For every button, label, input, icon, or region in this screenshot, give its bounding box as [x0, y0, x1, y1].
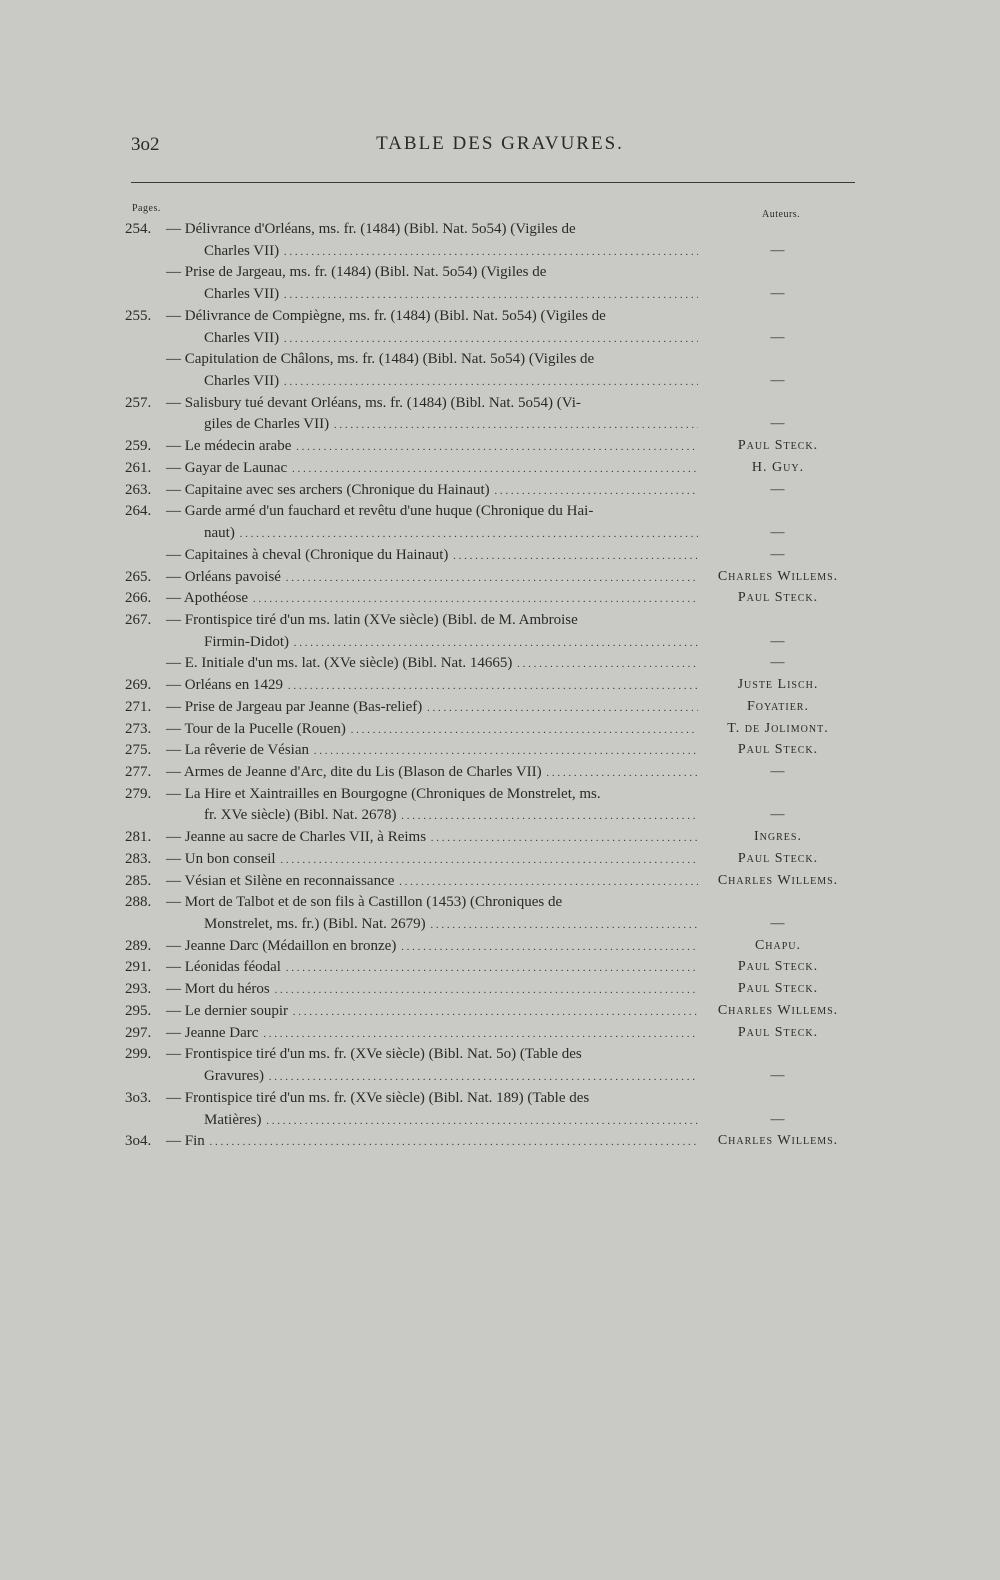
table-row	[0, 674, 1000, 696]
table-row	[0, 935, 1000, 957]
engraving-title: — Le dernier soupir	[166, 1002, 289, 1019]
engraving-title: naut)	[204, 525, 235, 542]
engraving-author: —	[770, 764, 786, 779]
engraving-title: — Capitaines à cheval (Chronique du Hainaut)	[166, 546, 449, 563]
table-row	[0, 1087, 1000, 1109]
engraving-author: —	[770, 807, 786, 823]
engraving-author: Charles Willems.	[717, 1002, 839, 1018]
engraving-author: —	[770, 481, 786, 497]
page-ref: 266.	[125, 590, 152, 607]
table-row	[0, 739, 1000, 761]
engraving-author: —	[770, 242, 786, 258]
table-row	[0, 544, 1000, 566]
engraving-author: —	[770, 655, 786, 671]
table-row	[0, 587, 1000, 609]
engraving-author: Paul Steck.	[737, 1024, 819, 1040]
page-ref: 261.	[125, 459, 152, 476]
table-row	[0, 392, 1000, 414]
engraving-title: Gravures)	[204, 1068, 264, 1085]
engraving-title: — Capitaine avec ses archers (Chronique du Hainaut)	[166, 481, 490, 498]
engraving-author: —	[770, 525, 786, 541]
page-ref: 264.	[125, 503, 152, 520]
engraving-author: Paul Steck.	[737, 742, 819, 758]
page-ref: 285.	[125, 872, 152, 889]
engraving-author: Juste Lisch.	[737, 677, 819, 693]
table-row	[0, 848, 1000, 870]
engraving-author: H. Guy.	[751, 459, 805, 475]
table-row	[0, 783, 1000, 805]
engraving-title: — Orléans pavoisé	[166, 568, 281, 585]
page-ref: 281.	[125, 829, 152, 846]
table-row	[0, 913, 1000, 935]
engraving-title: Charles VII)	[204, 242, 280, 259]
engraving-title: — Délivrance d'Orléans, ms. fr. (1484) (Bibl. Nat. 5o54) (Vigiles de	[166, 221, 576, 237]
table-row	[0, 631, 1000, 653]
page-ref: 293.	[125, 981, 152, 998]
engraving-title: — Capitulation de Châlons, ms. fr. (1484) (Bibl. Nat. 5o54) (Vigiles de	[166, 351, 595, 368]
engraving-author: —	[770, 546, 786, 562]
engraving-title: — Jeanne au sacre de Charles VII, à Reims	[166, 829, 427, 846]
engraving-author: —	[770, 373, 786, 389]
page-ref: 277.	[125, 764, 152, 780]
page-ref: 269.	[125, 677, 152, 694]
table-row	[0, 1130, 1000, 1152]
page-ref: 265.	[125, 568, 152, 585]
table-row	[0, 652, 1000, 674]
page-number: 3o2	[131, 134, 160, 155]
engraving-author: —	[770, 416, 786, 432]
table-row	[0, 1109, 1000, 1131]
engraving-title: — La rêverie de Vésian	[166, 742, 309, 759]
engraving-author: T. de Jolimont.	[727, 720, 829, 736]
page-ref: 263.	[125, 481, 152, 498]
page-ref: 3o4.	[125, 1133, 152, 1150]
page-ref: 288.	[125, 894, 152, 911]
engraving-title: — Jeanne Darc (Médaillon en bronze)	[166, 937, 397, 954]
engraving-title: Firmin-Didot)	[204, 633, 289, 650]
engraving-title: giles de Charles VII)	[204, 416, 330, 433]
header-rule	[131, 182, 855, 183]
engraving-author: —	[770, 1111, 786, 1127]
engraving-author: Foyatier.	[747, 698, 809, 714]
engraving-author: —	[770, 329, 786, 345]
table-row	[0, 435, 1000, 457]
engraving-title: Charles VII)	[204, 286, 280, 303]
page-ref: 271.	[125, 698, 152, 715]
page-ref: 273.	[125, 720, 152, 737]
engraving-title: fr. XVe siècle) (Bibl. Nat. 2678)	[204, 807, 397, 824]
table-row	[0, 500, 1000, 522]
engraving-author: Paul Steck.	[737, 438, 819, 454]
engraving-author: Charles Willems.	[717, 568, 839, 584]
page-ref: 291.	[125, 959, 152, 976]
table-row	[0, 891, 1000, 913]
engraving-author: —	[770, 916, 786, 932]
engraving-title: Charles VII)	[204, 329, 280, 346]
page-ref: 283.	[125, 850, 152, 867]
engraving-title: — Vésian et Silène en reconnaissance	[166, 872, 395, 889]
engraving-title: — Garde armé d'un fauchard et revêtu d'une huque (Chronique du Hai-	[166, 503, 594, 520]
engraving-title: — Fin	[166, 1133, 205, 1150]
table-row	[0, 283, 1000, 305]
running-title: TABLE DES GRAVURES.	[376, 133, 624, 154]
table-row	[0, 261, 1000, 283]
column-head-pages: Pages.	[132, 203, 161, 214]
engraving-title: Monstrelet, ms. fr.) (Bibl. Nat. 2679)	[204, 916, 426, 933]
table-row	[0, 956, 1000, 978]
engraving-title: — Jeanne Darc	[166, 1024, 259, 1041]
engraving-author: —	[770, 286, 786, 302]
page-ref: 254.	[125, 221, 152, 237]
table-row	[0, 1065, 1000, 1087]
table-row	[0, 978, 1000, 1000]
engraving-author: —	[770, 1068, 786, 1084]
table-row	[0, 457, 1000, 479]
table-row	[0, 522, 1000, 544]
page-ref: 255.	[125, 307, 152, 324]
page-ref: 299.	[125, 1046, 152, 1063]
engraving-author: —	[770, 633, 786, 649]
table-row	[0, 826, 1000, 848]
table-row	[0, 1022, 1000, 1044]
table-row	[0, 413, 1000, 435]
table-row	[0, 305, 1000, 327]
table-row	[0, 348, 1000, 370]
column-head-authors: Auteurs.	[762, 209, 801, 220]
page-ref: 257.	[125, 394, 152, 411]
engraving-title: — Armes de Jeanne d'Arc, dite du Lis (Blason de Charles VII)	[166, 764, 542, 780]
table-row	[0, 1043, 1000, 1065]
engraving-title: — Frontispice tiré d'un ms. fr. (XVe siècle) (Bibl. Nat. 5o) (Table des	[166, 1046, 582, 1063]
engraving-author: Charles Willems.	[717, 872, 839, 888]
table-row	[0, 804, 1000, 826]
engraving-title: — Frontispice tiré d'un ms. latin (XVe siècle) (Bibl. de M. Ambroise	[166, 611, 578, 628]
table-row	[0, 479, 1000, 501]
table-row	[0, 761, 1000, 783]
engraving-title: — Prise de Jargeau, ms. fr. (1484) (Bibl. Nat. 5o54) (Vigiles de	[166, 264, 547, 281]
table-row	[0, 566, 1000, 588]
engraving-title: — Apothéose	[166, 590, 249, 607]
engraving-title: — Orléans en 1429	[166, 677, 284, 694]
table-row	[0, 1000, 1000, 1022]
table-row	[0, 240, 1000, 262]
table-row	[0, 609, 1000, 631]
page-ref: 275.	[125, 742, 152, 759]
engraving-title: — Gayar de Launac	[166, 459, 288, 476]
engraving-title: — Le médecin arabe	[166, 438, 292, 455]
engraving-author: Chapu.	[754, 937, 802, 953]
page-ref: 279.	[125, 785, 152, 802]
engraving-author: Charles Willems.	[717, 1133, 839, 1149]
engraving-title: — Salisbury tué devant Orléans, ms. fr. (1484) (Bibl. Nat. 5o54) (Vi-	[166, 394, 581, 411]
engraving-title: — Prise de Jargeau par Jeanne (Bas-relief)	[166, 698, 423, 715]
engraving-author: Paul Steck.	[737, 850, 819, 866]
engraving-title: Charles VII)	[204, 373, 280, 390]
table-row	[0, 870, 1000, 892]
page-ref: 259.	[125, 438, 152, 455]
table-row	[0, 218, 1000, 240]
engraving-author: Paul Steck.	[737, 981, 819, 997]
table-row	[0, 718, 1000, 740]
page-ref: 297.	[125, 1024, 152, 1041]
engraving-title: — Mort du héros	[166, 981, 270, 998]
table-row	[0, 327, 1000, 349]
table-row	[0, 696, 1000, 718]
engraving-title: Matières)	[204, 1111, 262, 1128]
engraving-title: — Frontispice tiré d'un ms. fr. (XVe siècle) (Bibl. Nat. 189) (Table des	[166, 1089, 590, 1106]
engraving-title: — E. Initiale d'un ms. lat. (XVe siècle) (Bibl. Nat. 14665)	[166, 655, 513, 672]
engraving-title: — Tour de la Pucelle (Rouen)	[166, 720, 346, 737]
table-row	[0, 370, 1000, 392]
engraving-title: — Mort de Talbot et de son fils à Castillon (1453) (Chroniques de	[166, 894, 563, 911]
page-ref: 289.	[125, 937, 152, 954]
page-ref: 267.	[125, 611, 152, 628]
engraving-author: Ingres.	[754, 829, 802, 845]
engraving-title: — La Hire et Xaintrailles en Bourgogne (Chroniques de Monstrelet, ms.	[166, 785, 601, 802]
page-ref: 3o3.	[125, 1089, 152, 1106]
engraving-author: Paul Steck.	[737, 590, 819, 606]
engraving-title: — Un bon conseil	[166, 850, 276, 867]
page-ref: 295.	[125, 1002, 152, 1019]
engraving-title: — Léonidas féodal	[166, 959, 281, 976]
engraving-author: Paul Steck.	[737, 959, 819, 975]
engraving-title: — Délivrance de Compiègne, ms. fr. (1484) (Bibl. Nat. 5o54) (Vigiles de	[166, 307, 606, 324]
